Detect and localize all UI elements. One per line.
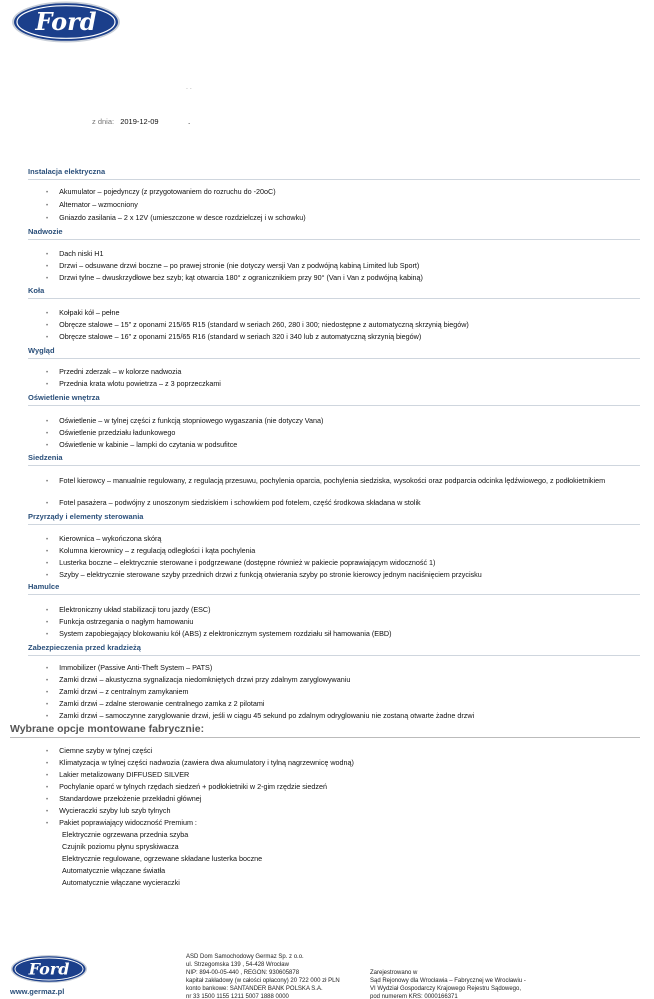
list-item <box>46 440 237 451</box>
option-item-text: Klimatyzacja w tylnej części nadwozia (zawiera dwa akumulatory i tylną nagrzewnicę wodną) <box>59 758 354 767</box>
company-address <box>186 953 340 999</box>
bullet-icon: • <box>46 501 49 507</box>
list-item-text: Lusterka boczne – elektrycznie sterowane i podgrzewane (dostępne również w pakiecie poprawiającym widoczność 1) <box>59 558 436 567</box>
bullet-icon: • <box>46 190 49 196</box>
bullet-icon: • <box>46 749 49 755</box>
option-sub-item: Elektrycznie regulowane, ogrzewane składane lusterka boczne <box>62 854 263 863</box>
bullet-icon: • <box>46 479 49 485</box>
list-item <box>46 320 469 331</box>
list-item-text: Zamki drzwi – samoczynne zaryglowanie drzwi, jeśli w ciągu 45 sekund po zdalnym odryglowaniu nie zostaną otwarte żadne drzwi <box>59 711 475 720</box>
bullet-icon: • <box>46 370 49 376</box>
list-item-text: Przedni zderzak – w kolorze nadwozia <box>59 367 182 376</box>
list-item <box>46 711 474 722</box>
option-item-text: Standardowe przełożenie przekładni głównej <box>59 794 202 803</box>
bullet-icon: • <box>46 690 49 696</box>
registration-line: VI Wydział Gospodarczy Krajowego Rejestru Sądowego, <box>370 986 522 992</box>
bullet-icon: • <box>46 714 49 720</box>
section-divider <box>28 465 640 466</box>
option-item-text: Wycieraczki szyby lub szyb tylnych <box>59 806 171 815</box>
list-item <box>46 379 221 390</box>
list-item <box>46 249 103 260</box>
option-item <box>46 794 201 805</box>
list-item-text: Gniazdo zasilania – 2 x 12V (umieszczone w desce rozdzielczej i w schowku) <box>59 213 306 222</box>
bullet-icon: • <box>46 620 49 626</box>
bullet-icon: • <box>46 702 49 708</box>
list-item-text: Zamki drzwi – zdalne sterowanie centralnego zamka z 2 pilotami <box>59 699 265 708</box>
list-item-text: Zamki drzwi – akustyczna sygnalizacja niedomkniętych drzwi przy zdalnym zaryglowywaniu <box>59 675 351 684</box>
option-sub-item: Automatycznie włączane wycieraczki <box>62 878 180 887</box>
list-item <box>46 332 421 343</box>
bullet-icon: • <box>46 809 49 815</box>
options-divider <box>10 737 640 738</box>
bullet-icon: • <box>46 761 49 767</box>
section-title: Nadwozie <box>28 227 63 236</box>
address-line: ul. Strzegomska 139 , 54-428 Wrocław <box>186 962 289 968</box>
list-item <box>46 308 119 319</box>
list-item <box>46 699 264 710</box>
list-item <box>46 416 323 427</box>
registration-line: pod numerem KRS: 0000166371 <box>370 994 458 999</box>
list-item <box>46 187 276 198</box>
list-item-text: Alternator – wzmocniony <box>59 200 138 209</box>
list-item <box>46 498 421 509</box>
website-link[interactable]: www.germaz.pl <box>10 987 65 996</box>
bullet-icon: • <box>46 335 49 341</box>
bullet-icon: • <box>46 678 49 684</box>
bullet-icon: • <box>46 549 49 555</box>
list-item-text: Zamki drzwi – z centralnym zamykaniem <box>59 687 189 696</box>
list-item-text: Funkcja ostrzegania o nagłym hamowaniu <box>59 617 194 626</box>
list-item <box>46 675 350 686</box>
list-item <box>46 558 435 569</box>
option-item <box>46 758 354 769</box>
bullet-icon: • <box>46 773 49 779</box>
list-item-text: Szyby – elektrycznie sterowane szyby przednich drzwi z funkcją otwierania szyby po stronie kierowcy jednym naciśnięciem przycisku <box>59 570 482 579</box>
option-item-text: Pakiet poprawiający widoczność Premium : <box>59 818 197 827</box>
list-item-text: Immobilizer (Passive Anti-Theft System – PATS) <box>59 663 213 672</box>
option-item <box>46 782 327 793</box>
bullet-icon: • <box>46 797 49 803</box>
list-item-text: Kolumna kierownicy – z regulacją odległości i kąta pochylenia <box>59 546 256 555</box>
bullet-icon: • <box>46 666 49 672</box>
footer-ford-logo <box>10 954 88 984</box>
company-registration <box>370 969 526 999</box>
address-line: NIP: 894-00-05-440 , REGON: 930605878 <box>186 970 300 976</box>
list-item <box>46 629 391 640</box>
list-item <box>46 617 193 628</box>
list-item <box>46 534 161 545</box>
section-title: Wygląd <box>28 346 55 355</box>
footer-logo-text: Ford <box>28 959 70 979</box>
list-item <box>46 476 606 487</box>
section-divider <box>28 594 640 595</box>
list-item <box>46 663 212 674</box>
bullet-icon: • <box>46 252 49 258</box>
bullet-icon: • <box>46 573 49 579</box>
section-divider <box>28 358 640 359</box>
address-line: kapitał zakładowy (w całości opłacony) 20 722 000 zł PLN <box>186 978 340 984</box>
list-item <box>46 200 138 211</box>
section-title: Zabezpieczenia przed kradzieżą <box>28 643 141 652</box>
section-divider <box>28 524 640 525</box>
list-item <box>46 605 211 616</box>
list-item-text: Oświetlenie w kabinie – lampki do czytania w podsufitce <box>59 440 238 449</box>
list-item <box>46 687 189 698</box>
option-item <box>46 770 189 781</box>
list-item-text: Drzwi tylne – dwuskrzydłowe bez szyb; kąt otwarcia 180° z ogranicznikiem przy 90° (Van i Van z podwójną kabiną) <box>59 273 423 282</box>
date-label: z dnia: <box>92 117 115 126</box>
bullet-icon: • <box>46 443 49 449</box>
bullet-icon: • <box>46 276 49 282</box>
date-value: 2019-12-09 <box>120 117 159 126</box>
list-item-text: Kołpaki kół – pełne <box>59 308 120 317</box>
option-item <box>46 818 197 829</box>
registration-line: Zarejestrowano w <box>370 970 418 976</box>
option-item <box>46 746 152 757</box>
ford-logo <box>10 0 122 44</box>
section-divider <box>28 239 640 240</box>
section-divider <box>28 405 640 406</box>
bullet-icon: • <box>46 632 49 638</box>
section-title: Oświetlenie wnętrza <box>28 393 100 402</box>
list-item-text: Oświetlenie przedziału ładunkowego <box>59 428 176 437</box>
bullet-icon: • <box>46 323 49 329</box>
list-item <box>46 213 306 224</box>
option-sub-item: Automatycznie włączane światła <box>62 866 166 875</box>
section-title: Hamulce <box>28 582 60 591</box>
section-title: Przyrządy i elementy sterowania <box>28 512 144 521</box>
header-dots: . . <box>186 84 192 91</box>
list-item <box>46 546 255 557</box>
option-item-text: Lakier metalizowany DIFFUSED SILVER <box>59 770 190 779</box>
list-item-text: Oświetlenie – w tylnej części z funkcją stopniowego wygaszania (nie dotyczy Vana) <box>59 416 324 425</box>
section-title: Koła <box>28 286 45 295</box>
bullet-icon: • <box>46 419 49 425</box>
bullet-icon: • <box>46 382 49 388</box>
list-item-text: Obręcze stalowe – 16" z oponami 215/65 R16 (standard w seriach 320 i 340 lub z automatyczną skrzynią biegów) <box>59 332 422 341</box>
bullet-icon: • <box>46 264 49 270</box>
option-item-text: Pochylanie oparć w tylnych rzędach siedzeń + podłokietniki w 2-gim rzędzie siedzeń <box>59 782 327 791</box>
list-item <box>46 367 181 378</box>
section-divider <box>28 179 640 180</box>
address-line: ASD Dom Samochodowy Germaz Sp. z o.o. <box>186 954 304 960</box>
option-sub-item: Czujnik poziomu płynu spryskiwacza <box>62 842 179 851</box>
list-item-text: Elektroniczny układ stabilizacji toru jazdy (ESC) <box>59 605 211 614</box>
list-item-text: Kierownica – wykończona skórą <box>59 534 162 543</box>
list-item-text: Przednia krata wlotu powietrza – z 3 poprzeczkami <box>59 379 221 388</box>
address-line: nr 33 1500 1155 1211 5007 1888 0000 <box>186 994 289 999</box>
date-line <box>92 117 159 126</box>
list-item-text: Obręcze stalowe – 15" z oponami 215/65 R15 (standard w seriach 260, 280 i 300; niedostępne z automatyczną skrzynią biegów) <box>59 320 469 329</box>
list-item-text: Akumulator – pojedynczy (z przygotowaniem do rozruchu do -20oC) <box>59 187 276 196</box>
list-item-text: System zapobiegający blokowaniu kół (ABS) z elektronicznym systemem rozdziału sił hamowania (EBD) <box>59 629 392 638</box>
ford-logo-text: Ford <box>35 7 97 36</box>
option-item-text: Ciemne szyby w tylnej części <box>59 746 153 755</box>
option-sub-item: Elektrycznie ogrzewana przednia szyba <box>62 830 189 839</box>
bullet-icon: • <box>46 785 49 791</box>
registration-line: Sąd Rejonowy dla Wrocławia – Fabrycznej we Wrocławiu - <box>370 978 526 984</box>
section-divider <box>28 298 640 299</box>
section-divider <box>28 655 640 656</box>
option-item <box>46 806 170 817</box>
list-item <box>46 273 423 284</box>
options-title: Wybrane opcje montowane fabrycznie: <box>10 723 205 735</box>
section-title: Siedzenia <box>28 453 63 462</box>
bullet-icon: • <box>46 561 49 567</box>
bullet-icon: • <box>46 537 49 543</box>
date-trailing: . <box>188 117 191 126</box>
bullet-icon: • <box>46 311 49 317</box>
list-item-text: Drzwi – odsuwane drzwi boczne – po prawej stronie (nie dotyczy wersji Van z podwójną kabiną Limited lub Sport) <box>59 261 420 270</box>
list-item-text: Fotel pasażera – podwójny z unoszonym siedziskiem i schowkiem pod fotelem, część środkowa składana w stolik <box>59 498 421 507</box>
list-item <box>46 261 419 272</box>
list-item-text: Dach niski H1 <box>59 249 104 258</box>
address-line: konto bankowe: SANTANDER BANK POLSKA S.A. <box>186 986 323 992</box>
bullet-icon: • <box>46 821 49 827</box>
bullet-icon: • <box>46 608 49 614</box>
bullet-icon: • <box>46 431 49 437</box>
list-item <box>46 428 175 439</box>
bullet-icon: • <box>46 203 49 209</box>
section-title: Instalacja elektryczna <box>28 167 106 176</box>
bullet-icon: • <box>46 216 49 222</box>
list-item <box>46 570 482 581</box>
list-item-text: Fotel kierowcy – manualnie regulowany, z regulacją przesuwu, pochylenia oparcia, pochylenia siedziska, wysokości oraz podparcia odcinka lędźwiowego, z podłokietnikiem <box>59 476 606 485</box>
